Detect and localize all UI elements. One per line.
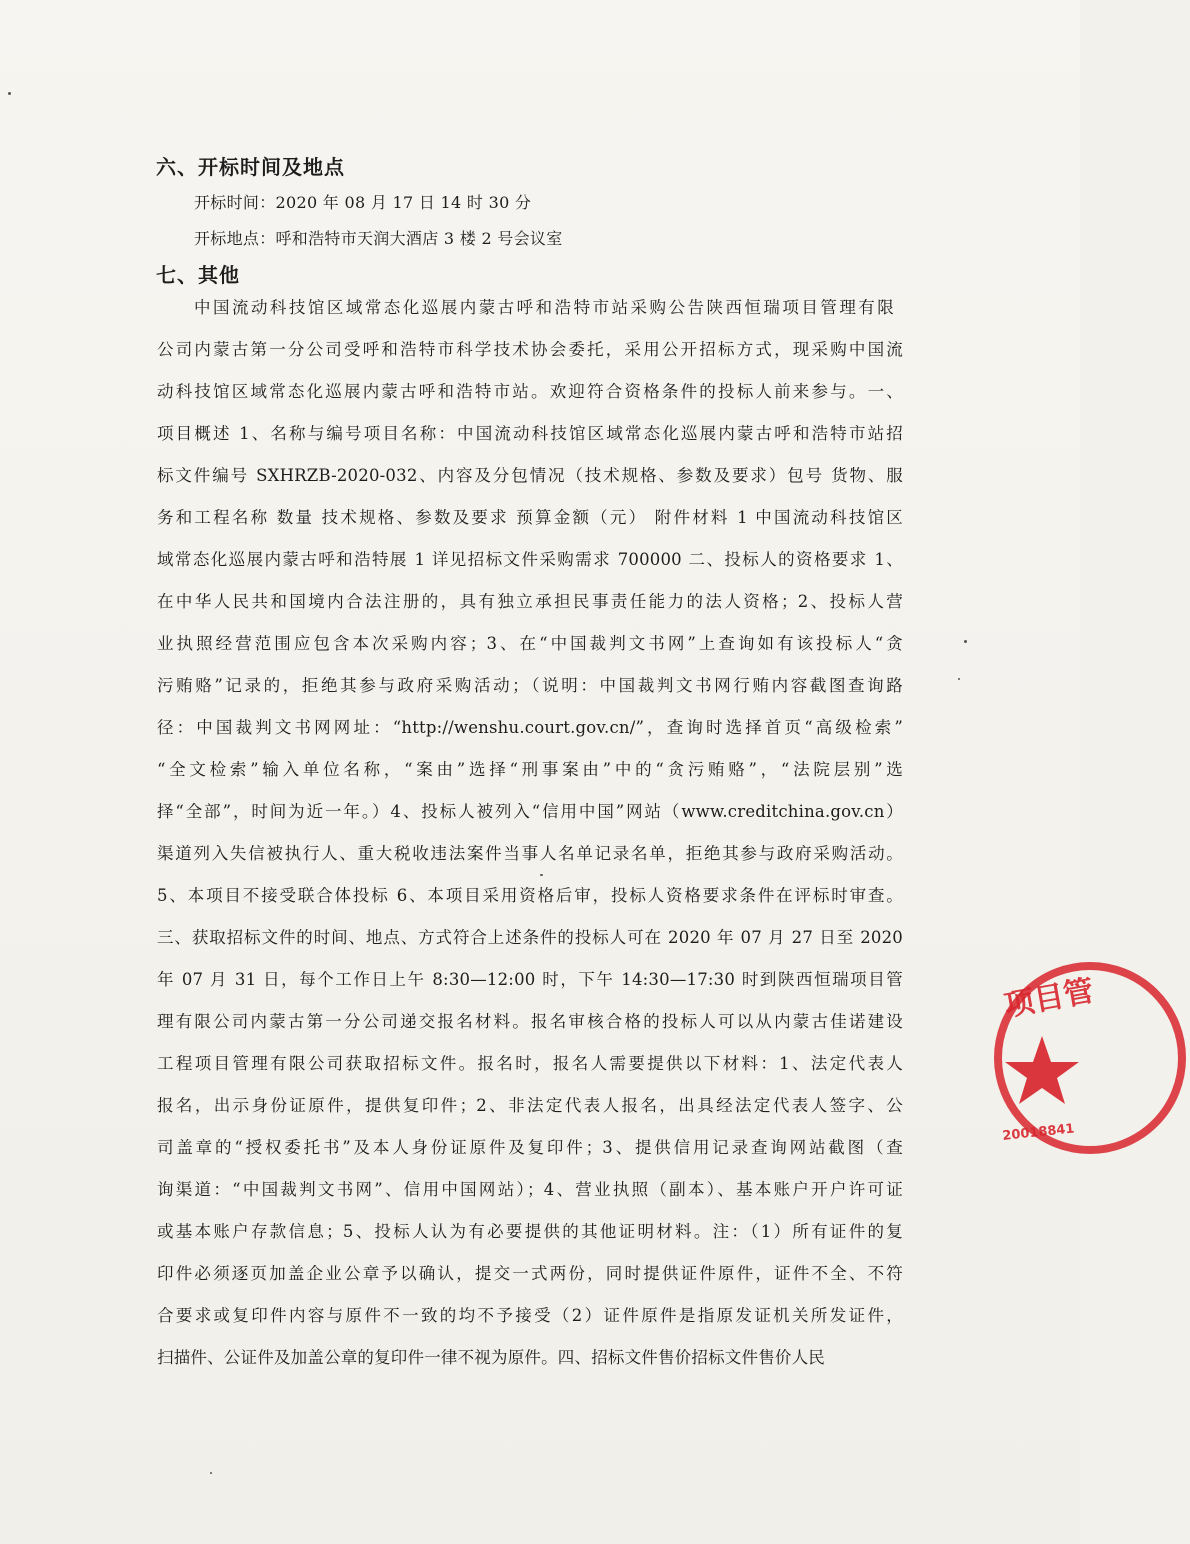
body-line: 中国流动科技馆区域常态化巡展内蒙古呼和浩特市站采购公告陕西恒瑞项目管理有限 — [194, 298, 894, 317]
bid-opening-time: 开标时间：2020 年 08 月 17 日 14 时 30 分 — [194, 193, 532, 212]
body-line: 动科技馆区域常态化巡展内蒙古呼和浩特市站。欢迎符合资格条件的投标人前来参与。一、 — [157, 382, 903, 401]
body-line: 务和工程名称 数量 技术规格、参数及要求 预算金额（元） 附件材料 1 中国流动科技馆区 — [157, 508, 903, 527]
body-line: 三、获取招标文件的时间、地点、方式符合上述条件的投标人可在 2020 年 07 月 27 日至 2020 — [157, 928, 903, 947]
section-7-heading: 七、其他 — [156, 263, 240, 287]
seal-star-icon — [1005, 1036, 1079, 1104]
body-line: 报名，出示身份证原件，提供复印件；2、非法定代表人报名，出具经法定代表人签字、公 — [157, 1096, 903, 1115]
bid-opening-location: 开标地点：呼和浩特市天润大酒店 3 楼 2 号会议室 — [194, 229, 563, 248]
scan-speck — [8, 92, 11, 95]
body-line: 司盖章的“授权委托书”及本人身份证原件及复印件；3、提供信用记录查询网站截图（查 — [157, 1138, 903, 1157]
body-line: 域常态化巡展内蒙古呼和浩特展 1 详见招标文件采购需求 700000 二、投标人的资格要求 1、 — [157, 550, 903, 569]
scan-speck — [964, 640, 967, 643]
body-line: 业执照经营范围应包含本次采购内容；3、在“中国裁判文书网”上查询如有该投标人“贪 — [157, 634, 903, 653]
scan-speck — [540, 874, 543, 876]
body-line: 公司内蒙古第一分公司受呼和浩特市科学技术协会委托，采用公开招标方式，现采购中国流 — [157, 340, 903, 359]
scan-speck — [958, 678, 960, 680]
body-line: 径：中国裁判文书网网址：“http://wenshu.court.gov.cn/”，查询时选择首页“高级检索” — [157, 718, 903, 737]
body-line: 渠道列入失信被执行人、重大税收违法案件当事人名单记录名单，拒绝其参与政府采购活动。 — [157, 844, 903, 863]
seal-serial-number: 20018841 — [1001, 1121, 1076, 1144]
body-line: 年 07 月 31 日，每个工作日上午 8:30—12:00 时，下午 14:30—17:30 时到陕西恒瑞项目管 — [157, 970, 903, 989]
seal-arc-text: 项目管 — [1001, 973, 1097, 1024]
body-line: 项目概述 1、名称与编号项目名称：中国流动科技馆区域常态化巡展内蒙古呼和浩特市站招 — [157, 424, 903, 443]
body-line: 询渠道：“中国裁判文书网”、信用中国网站）；4、营业执照（副本）、基本账户开户许可证 — [157, 1180, 903, 1199]
body-line: “全文检索”输入单位名称，“案由”选择“刑事案由”中的“贪污贿赂”，“法院层别”选 — [157, 760, 903, 779]
scan-speck — [210, 1472, 212, 1474]
body-line: 标文件编号 SXHRZB-2020-032、内容及分包情况（技术规格、参数及要求）包号 货物、服 — [157, 466, 903, 485]
body-line: 或基本账户存款信息；5、投标人认为有必要提供的其他证明材料。注：（1）所有证件的复 — [157, 1222, 903, 1241]
section-6-heading: 六、开标时间及地点 — [156, 155, 345, 179]
body-line: 择“全部”，时间为近一年。）4、投标人被列入“信用中国”网站（www.creditchina.gov.cn） — [157, 802, 903, 821]
body-line: 污贿赂”记录的，拒绝其参与政府采购活动；（说明：中国裁判文书网行贿内容截图查询路 — [157, 676, 903, 695]
body-line: 扫描件、公证件及加盖公章的复印件一律不视为原件。四、招标文件售价招标文件售价人民 — [157, 1348, 825, 1367]
body-line: 5、本项目不接受联合体投标 6、本项目采用资格后审，投标人资格要求条件在评标时审查。 — [157, 886, 903, 905]
body-line: 在中华人民共和国境内合法注册的，具有独立承担民事责任能力的法人资格；2、投标人营 — [157, 592, 903, 611]
company-seal — [990, 958, 1190, 1158]
body-line: 理有限公司内蒙古第一分公司递交报名材料。报名审核合格的投标人可以从内蒙古佳诺建设 — [157, 1012, 903, 1031]
body-line: 工程项目管理有限公司获取招标文件。报名时，报名人需要提供以下材料：1、法定代表人 — [157, 1054, 903, 1073]
body-line: 印件必须逐页加盖企业公章予以确认，提交一式两份，同时提供证件原件，证件不全、不符 — [157, 1264, 903, 1283]
body-line: 合要求或复印件内容与原件不一致的均不予接受（2）证件原件是指原发证机关所发证件， — [157, 1306, 903, 1325]
